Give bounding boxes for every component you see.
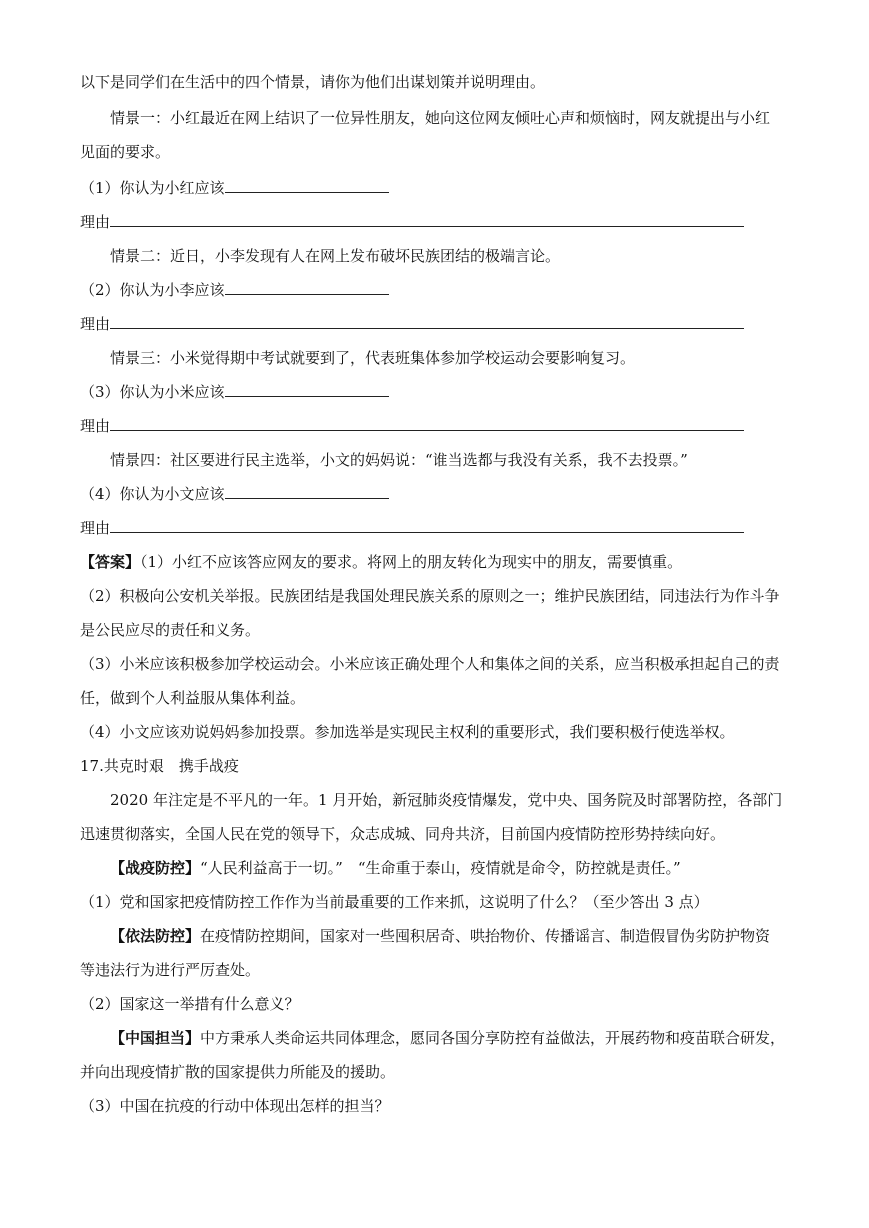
question-4-row bbox=[80, 484, 389, 504]
reason-2-blank[interactable] bbox=[110, 314, 744, 329]
reason-3-label: 理由 bbox=[80, 417, 111, 435]
section-3-label: 【中国担当】 bbox=[110, 1029, 201, 1047]
question-3-row bbox=[80, 382, 389, 402]
q17-section-3 bbox=[110, 1028, 785, 1048]
answer-3-text: （3）小米应该积极参加学校运动会。小米应该正确处理个人和集体之间的关系，应当积极承担起自己的责 bbox=[80, 655, 780, 673]
section-1-text: “人民利益高于一切。” “生命重于泰山，疫情就是命令，防控就是责任。” bbox=[200, 859, 681, 877]
scenario-1-text: 情景一：小红最近在网上结识了一位异性朋友，她向这位网友倾吐心声和烦恼时，网友就提出与小红 bbox=[110, 109, 771, 127]
scenario-1-text-cont: 见面的要求。 bbox=[80, 143, 171, 161]
reason-4-blank[interactable] bbox=[110, 518, 744, 533]
answer-1-text: （1）小红不应该答应网友的要求。将网上的朋友转化为现实中的朋友，需要慎重。 bbox=[140, 553, 683, 571]
q17-section-3-cont: 并向出现疫情扩散的国家提供力所能及的援助。 bbox=[80, 1063, 396, 1081]
q17-paragraph-1: 2020 年注定是不平凡的一年。1 月开始，新冠肺炎疫情爆发，党中央、国务院及时部署防控，各部门 bbox=[110, 791, 783, 809]
question-4-label: （4）你认为小文应该 bbox=[80, 485, 225, 503]
answer-4-text: （4）小文应该劝说妈妈参加投票。参加选举是实现民主权利的重要形式，我们要积极行使选举权。 bbox=[80, 723, 735, 741]
reason-3-row bbox=[80, 416, 744, 436]
answer-1-row bbox=[80, 552, 682, 572]
section-2-label: 【依法防控】 bbox=[110, 927, 201, 945]
q17-section-1 bbox=[110, 858, 681, 878]
question-17-title: 17.共克时艰 携手战疫 bbox=[80, 757, 239, 775]
q17-section-2 bbox=[110, 926, 770, 946]
question-1-row bbox=[80, 178, 389, 198]
q17-section-2-cont: 等违法行为进行严厉查处。 bbox=[80, 961, 261, 979]
question-2-label: （2）你认为小李应该 bbox=[80, 281, 225, 299]
reason-2-label: 理由 bbox=[80, 315, 111, 333]
intro-text: 以下是同学们在生活中的四个情景，请你为他们出谋划策并说明理由。 bbox=[80, 73, 546, 91]
answer-2-text: （2）积极向公安机关举报。民族团结是我国处理民族关系的原则之一；维护民族团结，同违法行为作斗争 bbox=[80, 587, 780, 605]
question-3-label: （3）你认为小米应该 bbox=[80, 383, 225, 401]
scenario-3-text: 情景三：小米觉得期中考试就要到了，代表班集体参加学校运动会要影响复习。 bbox=[110, 349, 636, 367]
reason-4-row bbox=[80, 518, 744, 538]
answer-2-text-cont: 是公民应尽的责任和义务。 bbox=[80, 621, 261, 639]
reason-4-label: 理由 bbox=[80, 519, 111, 537]
answer-2-blank[interactable] bbox=[225, 280, 389, 295]
answer-4-blank[interactable] bbox=[225, 484, 389, 499]
reason-1-label: 理由 bbox=[80, 213, 111, 231]
q17-sub-question-1: （1）党和国家把疫情防控工作作为当前最重要的工作来抓，这说明了什么？（至少答出 3 点） bbox=[80, 893, 709, 911]
answer-1-blank[interactable] bbox=[225, 178, 389, 193]
answer-label: 【答案】 bbox=[80, 553, 141, 571]
answer-3-blank[interactable] bbox=[225, 382, 389, 397]
scenario-4-text: 情景四：社区要进行民主选举，小文的妈妈说：“谁当选都与我没有关系，我不去投票。” bbox=[110, 451, 688, 469]
section-3-text: 中方秉承人类命运共同体理念，愿同各国分享防控有益做法，开展药物和疫苗联合研发， bbox=[200, 1029, 786, 1047]
question-1-label: （1）你认为小红应该 bbox=[80, 179, 225, 197]
question-2-row bbox=[80, 280, 389, 300]
reason-1-blank[interactable] bbox=[110, 212, 744, 227]
q17-sub-question-3: （3）中国在抗疫的行动中体现出怎样的担当？ bbox=[80, 1097, 390, 1115]
scenario-2-text: 情景二：近日，小李发现有人在网上发布破坏民族团结的极端言论。 bbox=[110, 247, 561, 265]
reason-3-blank[interactable] bbox=[110, 416, 744, 431]
reason-2-row bbox=[80, 314, 744, 334]
q17-sub-question-2: （2）国家这一举措有什么意义？ bbox=[80, 995, 300, 1013]
q17-paragraph-1-cont: 迅速贯彻落实，全国人民在党的领导下，众志成城、同舟共济，目前国内疫情防控形势持续向好。 bbox=[80, 825, 726, 843]
reason-1-row bbox=[80, 212, 744, 232]
section-1-label: 【战疫防控】 bbox=[110, 859, 201, 877]
answer-3-text-cont: 任，做到个人利益服从集体利益。 bbox=[80, 689, 306, 707]
section-2-text: 在疫情防控期间，国家对一些囤积居奇、哄抬物价、传播谣言、制造假冒伪劣防护物资 bbox=[200, 927, 771, 945]
